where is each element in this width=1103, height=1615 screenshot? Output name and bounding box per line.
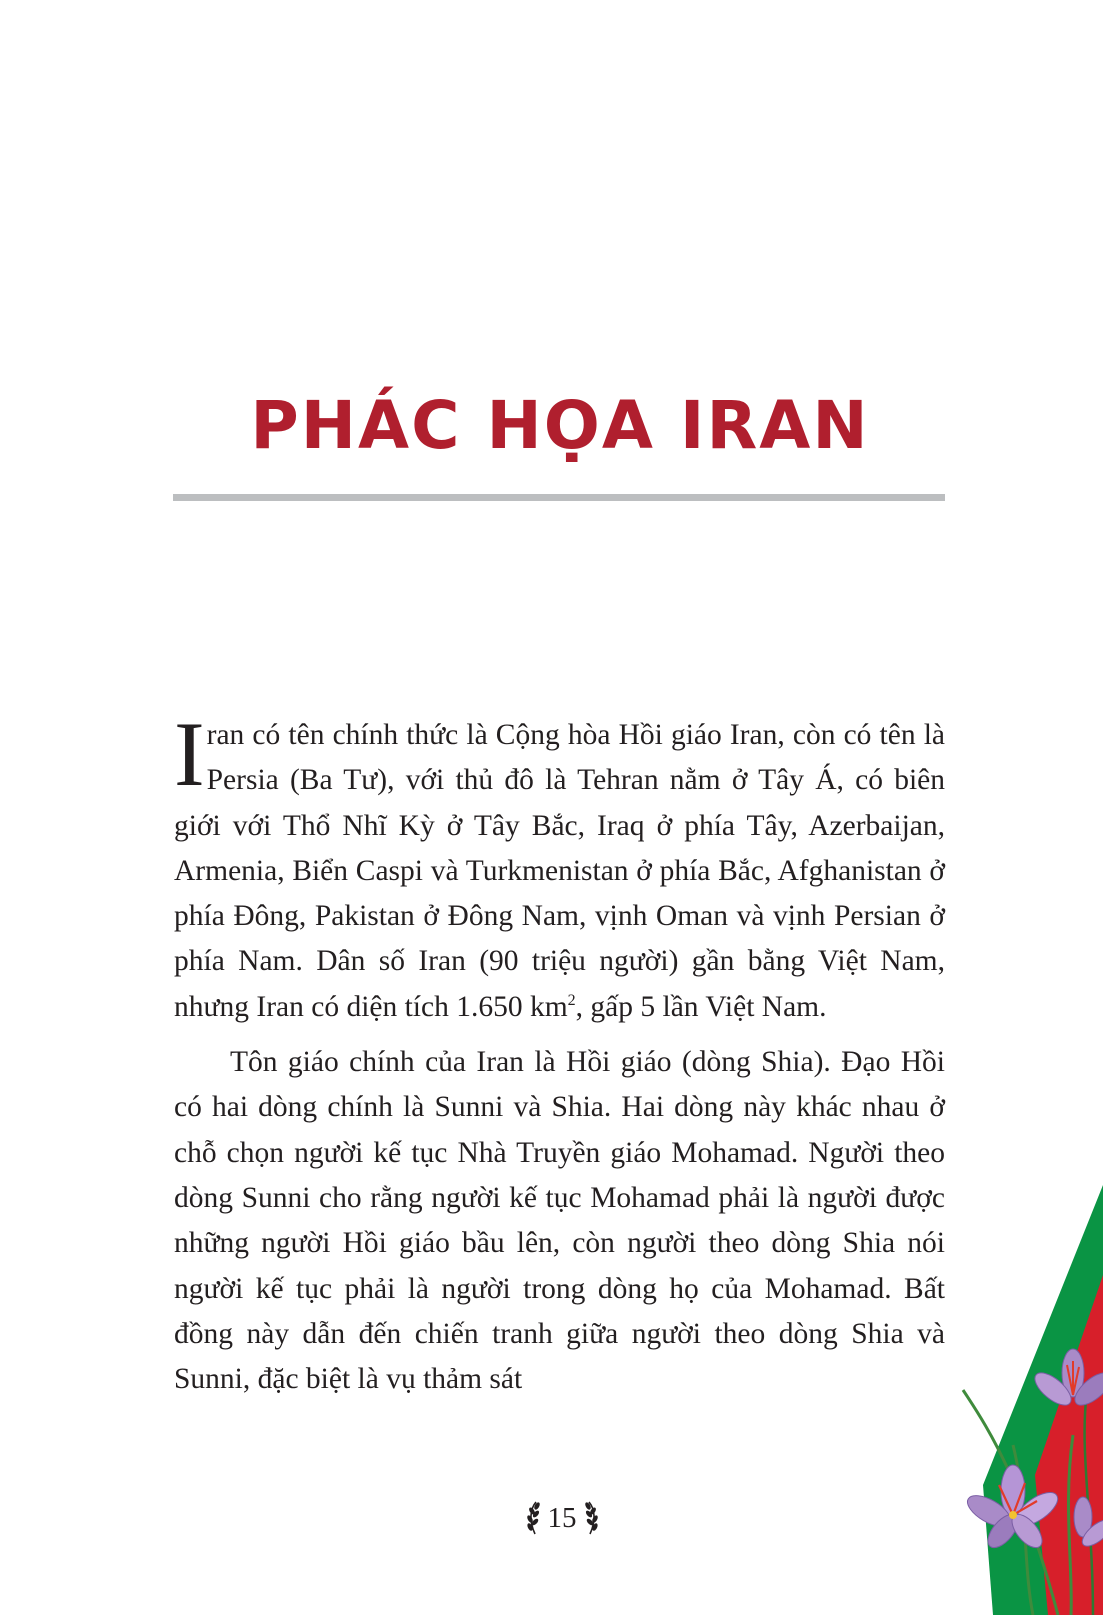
laurel-right-icon xyxy=(583,1499,601,1537)
drop-cap: I xyxy=(174,703,205,805)
chapter-title: PHÁC HỌA IRAN xyxy=(250,387,870,464)
superscript: 2 xyxy=(567,991,576,1009)
paragraph-1 xyxy=(174,703,945,1030)
paragraph-1-text-b: , gấp 5 lần Việt Nam. xyxy=(575,990,827,1023)
paragraph-2: Tôn giáo chính của Iran là Hồi giáo (dòng Shia). Đạo Hồi có hai dòng chính là Sunni và Shia. Hai dòng này khác nhau ở chỗ chọn người kế tục Nhà Truyền giáo Mohamad. Người theo dòng Sunni cho rằng người kế tục Mohamad phải là người được những người Hồi giáo bầu lên, còn người theo dòng Shia nói người kế tục phải là người trong dòng họ của Mohamad. Bất đồng này dẫn đến chiến tranh giữa người theo dòng Shia và Sunni, đặc biệt là vụ thảm sát xyxy=(174,1046,945,1396)
laurel-left-icon xyxy=(524,1499,542,1537)
paragraph-1-text-a: ran có tên chính thức là Cộng hòa Hồi giáo Iran, còn có tên là Persia (Ba Tư), với thủ đô là Tehran nằm ở Tây Á, có biên giới với Thổ Nhĩ Kỳ ở Tây Bắc, Iraq ở phía Tây, Azerbaijan, Armenia, Biển Caspi và Turkmenistan ở phía Bắc, Afghanistan ở phía Đông, Pakistan ở Đông Nam, vịnh Oman và vịnh Persian ở phía Nam. Dân số Iran (90 triệu người) gần bằng Việt Nam, nhưng Iran có diện tích 1.650 km xyxy=(174,719,945,1023)
saffron-flower-flag-decoration xyxy=(953,1185,1103,1615)
title-divider xyxy=(173,494,945,501)
page-number-block xyxy=(518,1496,606,1540)
body-text xyxy=(174,703,945,1402)
page-number: 15 xyxy=(547,1501,577,1534)
